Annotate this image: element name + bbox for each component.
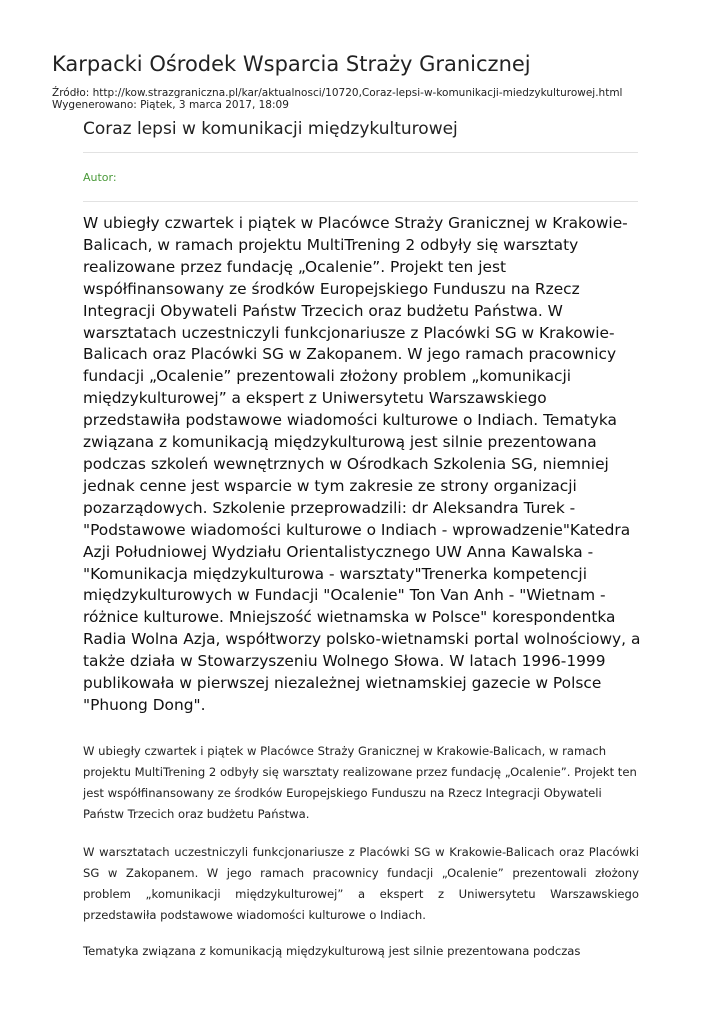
document-meta xyxy=(52,87,717,111)
author-label: Autor: xyxy=(83,171,117,184)
article-title: Coraz lepsi w komunikacji międzykulturowej xyxy=(83,119,458,139)
article-paragraph: W warsztatach uczestniczyli funkcjonariusze z Placówki SG w Krakowie-Balicach oraz Placówki SG w Zakopanem. W jego ramach pracownicy fundacji „Ocalenie” prezentowali złożony problem „komunikacji międzykulturowej” a ekspert z Uniwersytetu Warszawskiego przedstawiła podstawowe wiadomości kulturowe o Indiach. xyxy=(83,845,639,922)
site-title: Karpacki Ośrodek Wsparcia Straży Granicznej xyxy=(52,52,531,76)
source-url[interactable]: Źródło: http://kow.strazgraniczna.pl/kar/aktualnosci/10720,Coraz-lepsi-w-komunikacji-miedzykulturowej.html xyxy=(52,87,623,99)
generated-date: Wygenerowano: Piątek, 3 marca 2017, 18:09 xyxy=(52,99,289,111)
article-paragraph: W ubiegły czwartek i piątek w Placówce Straży Granicznej w Krakowie-Balicach, w ramach projektu MultiTrening 2 odbyły się warsztaty realizowane przez fundację „Ocalenie”. Projekt ten jest współfinansowany ze środków Europejskiego Funduszu na Rzecz Integracji Obywateli Państw Trzecich oraz budżetu Państwa. xyxy=(83,744,637,821)
divider xyxy=(83,201,638,202)
article-lead: W ubiegły czwartek i piątek w Placówce Straży Granicznej w Krakowie-Balicach, w ramach projektu MultiTrening 2 odbyły się warsztaty realizowane przez fundację „Ocalenie”. Projekt ten jest współfinansowany ze środków Europejskiego Funduszu na Rzecz Integracji Obywateli Państw Trzecich oraz budżetu Państwa. W warsztatach uczestniczyli funkcjonariusze z Placówki SG w Krakowie-Balicach oraz Placówki SG w Zakopanem. W jego ramach pracownicy fundacji „Ocalenie” prezentowali złożony problem „komunikacji międzykulturowej” a ekspert z Uniwersytetu Warszawskiego przedstawiła podstawowe wiadomości kulturowe o Indiach. Tematyka związana z komunikacją międzykulturową jest silnie prezentowana podczas szkoleń wewnętrznych w Ośrodkach Szkolenia SG, niemniej jednak cenne jest wsparcie w tym zakresie ze strony organizacji pozarządowych. Szkolenie przeprowadzili: dr Aleksandra Turek - "Podstawowe wiadomości kulturowe o Indiach - wprowadzenie"Katedra Azji Południowej Wydziału Orientalistycznego UW Anna Kawalska - "Komunikacja międzykulturowa - warsztaty"Trenerka kompetencji międzykulturowych w Fundacji "Ocalenie" Ton Van Anh - "Wietnam - różnice kulturowe. Mniejszość wietnamska w Polsce" korespondentka Radia Wolna Azja, współtworzy polsko-wietnamski portal wolnościowy, a także działa w Stowarzyszeniu Wolnego Słowa. W latach 1996-1999 publikowała w pierwszej niezależnej wietnamskiej gazecie w Polsce "Phuong Dong". xyxy=(83,214,641,714)
divider xyxy=(83,152,638,153)
article-paragraph: Tematyka związana z komunikacją międzykulturową jest silnie prezentowana podczas xyxy=(83,944,581,958)
